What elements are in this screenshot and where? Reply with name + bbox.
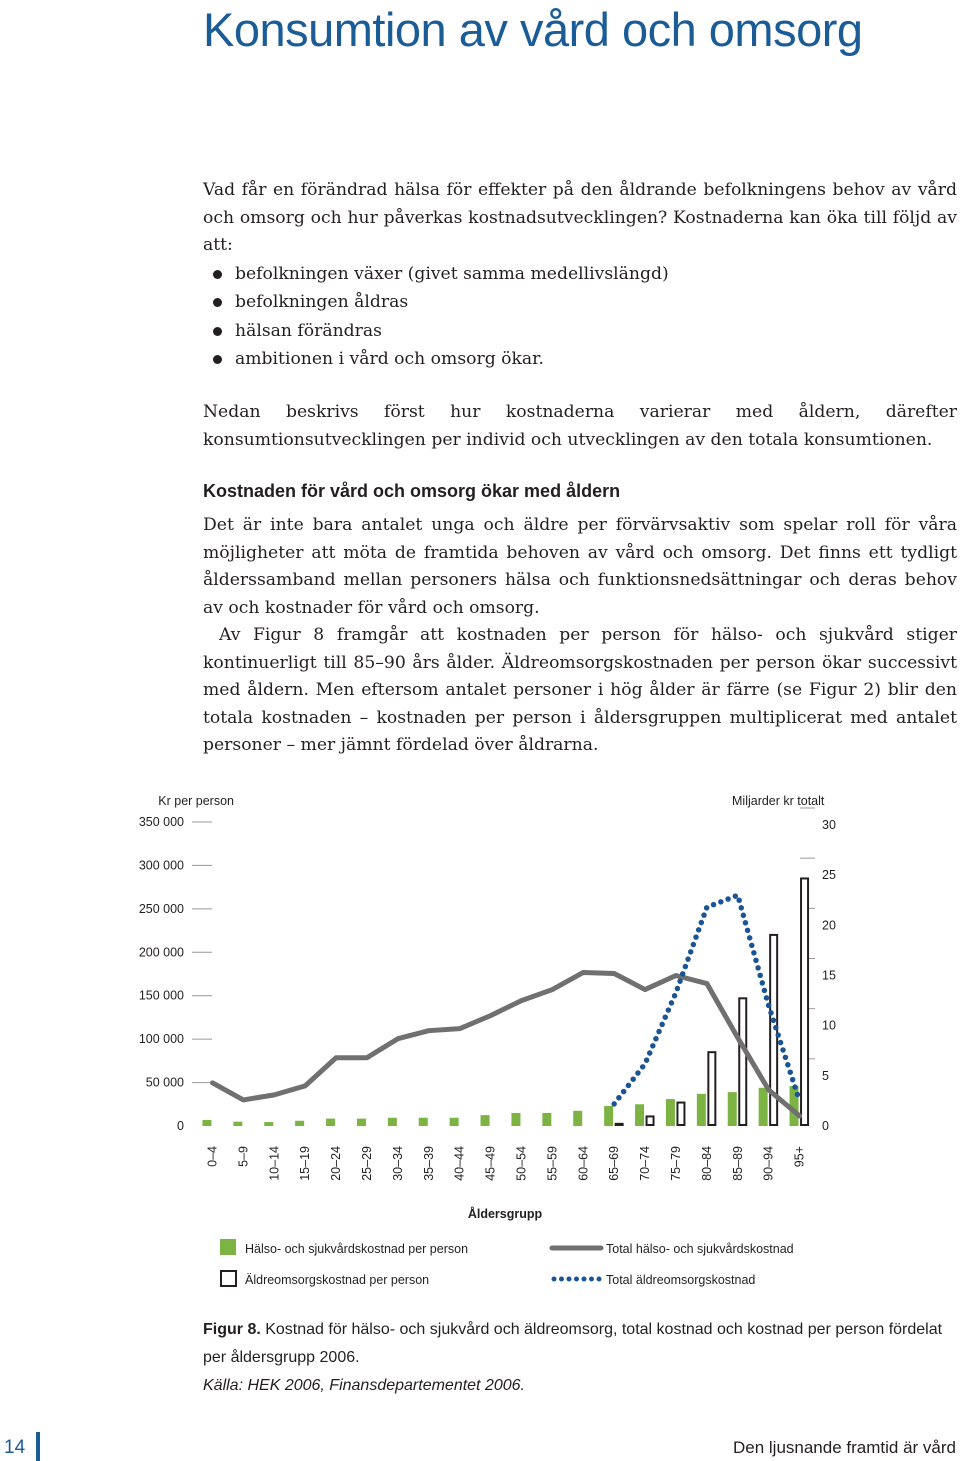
health-bar — [759, 1088, 768, 1126]
elderly-bar — [708, 1052, 715, 1125]
x-tick-label: 0–4 — [205, 1146, 220, 1167]
left-tick-label: 250 000 — [138, 901, 184, 916]
list-item: befolkningen åldras — [213, 288, 669, 316]
x-tick-label: 75–79 — [668, 1146, 683, 1181]
left-tick-label: 200 000 — [138, 945, 184, 960]
elderly-bar — [677, 1103, 684, 1125]
left-axis-title: Kr per person — [158, 794, 234, 808]
health-bar — [419, 1118, 428, 1126]
figure-caption — [203, 1316, 943, 1372]
right-tick-label: 25 — [822, 868, 836, 883]
right-tick-label: 10 — [822, 1018, 836, 1033]
x-tick-label: 55–59 — [545, 1146, 560, 1181]
x-tick-label: 45–49 — [483, 1146, 498, 1181]
left-tick-label: 300 000 — [138, 858, 184, 873]
x-tick-label: 65–69 — [607, 1146, 622, 1181]
x-tick-label: 35–39 — [421, 1146, 436, 1181]
health-bar — [264, 1122, 273, 1126]
x-tick-label: 10–14 — [267, 1146, 282, 1181]
cost-by-age-chart — [0, 780, 960, 1305]
x-tick-label: 25–29 — [359, 1146, 374, 1181]
right-tick-label: 30 — [822, 818, 836, 832]
cost-driver-list — [213, 260, 669, 373]
x-axis — [205, 1146, 806, 1181]
overview-paragraph: Nedan beskrivs först hur kostnaderna varierar med åldern, därefter konsumtionsutvecklingen per individ och utvecklingen av den totala konsumtionen. — [203, 402, 957, 450]
health-bar — [511, 1113, 520, 1126]
left-tick-label: 0 — [177, 1119, 184, 1133]
right-tick-label: 20 — [822, 918, 836, 933]
left-tick-label: 350 000 — [138, 815, 184, 829]
body-paragraph-2: Av Figur 8 framgår att kostnaden per person för hälso- och sjukvård stiger kontinuerligt till 85–90 års ålder. Äldreomsorgskostnaden per person ökar successivt med åldern. Men eftersom antalet personer i hög ålder är färre (se Figur 2) blir den totala kostnaden – kostnaden per person i åldersgruppen multiplicerat med antalet personer – mer jämnt fördelad över åldrarna. — [203, 625, 957, 755]
x-tick-label: 85–89 — [730, 1146, 745, 1181]
figure-label: Figur 8. — [203, 1321, 261, 1338]
left-tick-label: 50 000 — [145, 1075, 184, 1090]
legend-label-total-health: Total hälso- och sjukvårdskostnad — [606, 1242, 794, 1256]
x-tick-label: 30–34 — [390, 1146, 405, 1181]
legend-label-health: Hälso- och sjukvårdskostnad per person — [245, 1242, 469, 1256]
legend-label-elderly: Äldreomsorgskostnad per person — [245, 1273, 430, 1287]
health-bar — [635, 1104, 644, 1126]
health-bar — [481, 1115, 490, 1126]
list-item: ambitionen i vård och omsorg ökar. — [213, 345, 669, 373]
x-tick-label: 40–44 — [452, 1146, 467, 1181]
health-bar — [357, 1119, 366, 1126]
elderly-bar — [647, 1116, 654, 1125]
health-bar — [542, 1113, 551, 1126]
health-bar — [295, 1121, 304, 1126]
health-bar — [233, 1122, 242, 1126]
x-tick-label: 20–24 — [329, 1146, 344, 1181]
elderly-bar — [801, 878, 808, 1125]
health-bar — [666, 1099, 675, 1126]
right-tick-label: 0 — [822, 1119, 829, 1133]
health-bar — [450, 1118, 459, 1126]
page-number: 14 — [4, 1437, 26, 1458]
x-tick-label: 50–54 — [514, 1146, 529, 1181]
figure-caption-text: Kostnad för hälso- och sjukvård och äldreomsorg, total kostnad och kostnad per person fördelat per åldersgrupp 2006. — [203, 1321, 943, 1366]
right-tick-label: 5 — [822, 1068, 829, 1083]
body-paragraph-1: Det är inte bara antalet unga och äldre per förvärvsaktiv som spelar roll för våra möjligheter att möta de framtida behoven av vård och omsorg. Det finns ett tydligt ålderssamband mellan personers hälsa och funktionsnedsättningar och deras behov av och kostnader för vård och omsorg. — [203, 515, 957, 618]
running-footer: Den ljusnande framtid är vård — [732, 1438, 956, 1457]
legend-swatch-elderly — [221, 1271, 236, 1286]
list-item: befolkningen växer (givet samma medellivslängd) — [213, 260, 669, 288]
x-tick-label: 80–84 — [699, 1146, 714, 1181]
health-bar — [326, 1119, 335, 1126]
x-tick-label: 15–19 — [298, 1146, 313, 1181]
chart-legend — [220, 1239, 794, 1287]
elderly-bar — [739, 998, 746, 1125]
x-tick-label: 60–64 — [576, 1146, 591, 1181]
right-axis-title: Miljarder kr totalt — [732, 794, 825, 808]
list-item: hälsan förändras — [213, 317, 669, 345]
page-marker — [36, 1432, 40, 1461]
left-tick-label: 150 000 — [138, 988, 184, 1003]
health-bar — [388, 1118, 397, 1126]
left-axis — [139, 815, 212, 1133]
figure-source: Källa: HEK 2006, Finansdepartementet 2006. — [203, 1377, 525, 1394]
legend-label-total-elderly: Total äldreomsorgskostnad — [606, 1273, 756, 1287]
x-tick-label: 95+ — [792, 1146, 807, 1168]
health-bar — [728, 1092, 737, 1126]
x-axis-title: Åldersgrupp — [467, 1207, 543, 1221]
health-bar — [604, 1106, 613, 1126]
left-tick-label: 100 000 — [138, 1032, 184, 1047]
legend-swatch-health — [220, 1239, 236, 1255]
page-title: Konsumtion av vård och omsorg — [203, 3, 863, 56]
health-bar — [202, 1120, 211, 1126]
health-bar — [573, 1111, 582, 1126]
x-tick-label: 70–74 — [638, 1146, 653, 1181]
section-heading: Kostnaden för vård och omsorg ökar med åldern — [203, 481, 621, 501]
health-bar — [697, 1094, 706, 1126]
right-tick-label: 15 — [822, 968, 836, 983]
x-tick-label: 5–9 — [236, 1146, 251, 1167]
elderly-bar — [616, 1124, 623, 1125]
x-tick-label: 90–94 — [761, 1146, 776, 1181]
intro-paragraph: Vad får en förändrad hälsa för effekter på den åldrande befolkningens behov av vård och omsorg och hur påverkas kostnadsutvecklingen? Kostnaderna kan öka till följd av att: — [203, 180, 957, 255]
